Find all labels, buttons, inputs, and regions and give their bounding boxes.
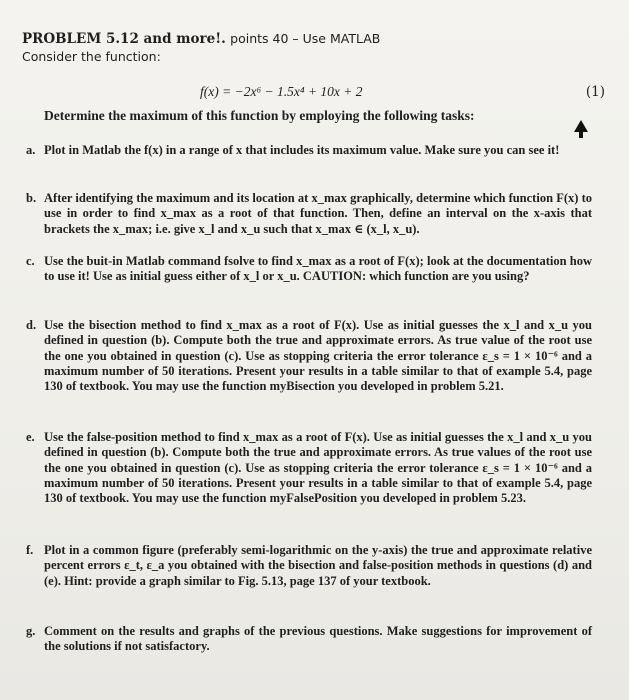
task-label: b. <box>26 191 37 205</box>
task-label: d. <box>26 318 37 332</box>
task-c <box>26 254 592 285</box>
task-a <box>26 143 592 158</box>
task-text: Use the buit-in Matlab command fsolve to find x_max as a root of F(x); look at the documentation how to use it! Use as initial guess either of x_l or x_u. CAUTION: which function are you using? <box>44 254 592 284</box>
problem-points: points 40 – Use MATLAB <box>230 31 381 46</box>
task-text: Comment on the results and graphs of the previous questions. Make suggestions for improvement of the solutions if not satisfactory. <box>44 624 592 654</box>
task-text: Plot in Matlab the f(x) in a range of x that includes its maximum value. Make sure you can see it! <box>44 143 560 157</box>
determine-statement: Determine the maximum of this function by employing the following tasks: <box>44 108 475 123</box>
task-e <box>26 430 592 506</box>
task-label: g. <box>26 624 36 638</box>
mouse-cursor-icon <box>574 120 588 132</box>
problem-header <box>22 30 380 65</box>
task-d <box>26 318 592 394</box>
consider-line: Consider the function: <box>22 49 161 64</box>
task-label: a. <box>26 143 36 157</box>
equation-number: (1) <box>585 84 605 100</box>
task-f <box>26 543 592 589</box>
task-label: c. <box>26 254 35 268</box>
task-text: Plot in a common figure (preferably semi-logarithmic on the y-axis) the true and approximate relative percent errors ε_t, ε_a you obtained with the bisection and false-position methods in questions (d) and (e). Hint: provide a graph similar to Fig. 5.13, page 137 of your textbook. <box>44 543 592 588</box>
task-label: e. <box>26 430 35 444</box>
task-g <box>26 624 592 655</box>
function-formula: f(x) = −2x⁶ − 1.5x⁴ + 10x + 2 <box>200 84 363 99</box>
problem-title: PROBLEM 5.12 and more!. <box>22 31 226 47</box>
task-label: f. <box>26 543 34 557</box>
task-text: Use the bisection method to find x_max as a root of F(x). Use as initial guesses the x_l and x_u you defined in question (b). Compute both the true and approximate errors. As true value of the root use the one you obtained in question (c). Use as stopping criteria the error tolerance ε_s = 1 × 10⁻⁶ and a maximum number of 50 iterations. Present your results in a table similar to that of example 5.4, page 130 of textbook. You may use the function myBisection you developed in problem 5.21. <box>44 318 592 394</box>
task-text: Use the false-position method to find x_max as a root of F(x). Use as initial guesses the x_l and x_u you defined in question (b). Compute both the true and approximate errors. As true values of the root use the one you obtained in question (c). Use as stopping criteria the error tolerance ε_s = 1 × 10⁻⁶ and a maximum number of 50 iterations. Present your results in a table similar to that of example 5.4, page 130 of textbook. You may use the function myFalsePosition you developed in problem 5.23. <box>44 430 592 506</box>
task-text: After identifying the maximum and its location at x_max graphically, determine which function F(x) to use in order to find x_max as a root of that function. Then, define an interval on the x-axis that brackets the x_max; i.e. give x_l and x_u such that x_max ∈ (x_l, x_u). <box>44 191 592 236</box>
task-b <box>26 191 592 237</box>
